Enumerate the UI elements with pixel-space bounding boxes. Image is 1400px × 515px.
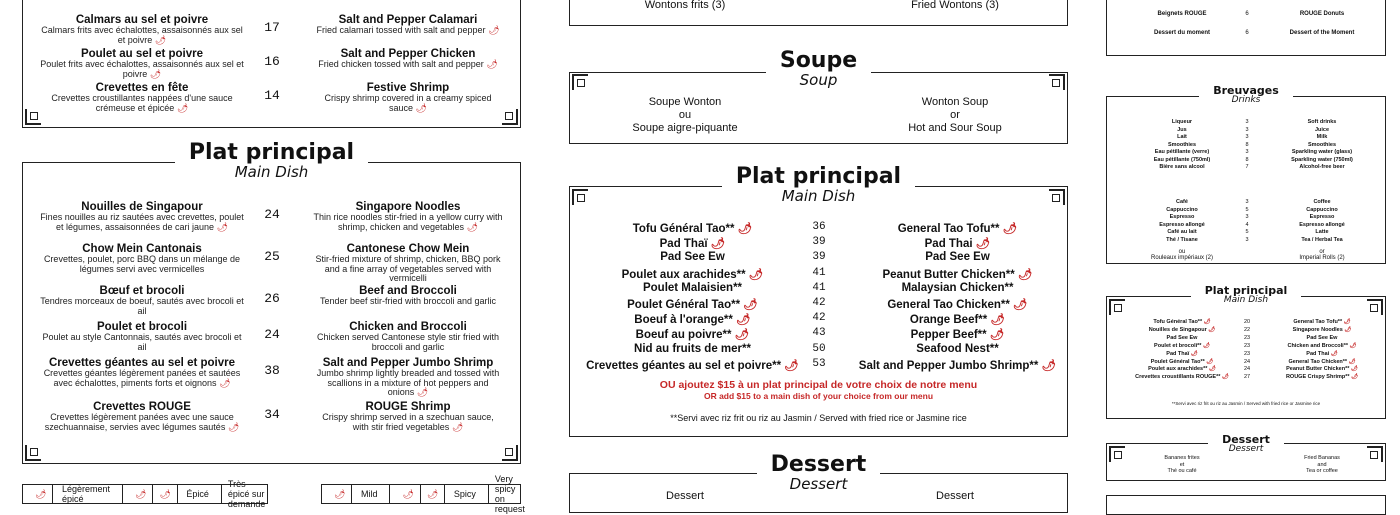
right-main-panel bbox=[1106, 284, 1386, 419]
legend-spicy-en: 🌶 🌶 Spicy bbox=[390, 485, 488, 503]
item-name-en: Festive Shrimp bbox=[366, 82, 450, 94]
item-desc-fr: Crevettes légèrement panées avec une sauce szechuannaise, servies avec légumes sautés 🌶 bbox=[44, 412, 240, 432]
item-price: 42 bbox=[812, 312, 826, 325]
item-desc-fr: Calmars frits avec échalottes, assaisonnés aux sel et poivre 🌶 bbox=[41, 25, 243, 45]
item-name-fr: Chow Mein Cantonais bbox=[82, 243, 202, 255]
item-desc-fr: Poulet au style Cantonnais, sautés avec brocoli et ail bbox=[42, 332, 242, 352]
item-desc-fr: Crevettes, poulet, porc BBQ dans un mélange de légumes servi avec vermicelles bbox=[43, 254, 241, 274]
item-name-en: Salt and Pepper Jumbo Shrimp** bbox=[858, 359, 1039, 372]
item-name-en: ROUGE Donuts bbox=[1299, 11, 1345, 17]
item-name-fr: Bœuf et brocoli bbox=[99, 285, 185, 297]
soup-en-2: or bbox=[950, 109, 960, 122]
item-name-en: Salt and Pepper Jumbo Shrimp bbox=[322, 357, 494, 369]
corner-ornament bbox=[25, 445, 41, 461]
item-name-fr: Crevettes croustillants ROUGE** bbox=[1135, 374, 1221, 381]
item-price: 3 bbox=[1245, 214, 1249, 220]
rice-note: **Servi avec riz frit ou riz au Jasmin / Served with fried rice or Jasmine rice bbox=[670, 413, 967, 423]
item-price: 3 bbox=[1245, 199, 1249, 205]
legend-spicy-fr: 🌶 🌶 Épicé bbox=[123, 485, 222, 503]
item-name-en: General Tao Tofu** bbox=[897, 223, 1000, 235]
item-name-fr: Crevettes ROUGE bbox=[93, 401, 191, 413]
item-name-fr: Nid au fruits de mer** bbox=[634, 342, 751, 355]
item-price: 27 bbox=[1243, 374, 1251, 381]
top-item-fr: Wontons frits (3) bbox=[644, 0, 726, 11]
item-price: 14 bbox=[264, 88, 280, 103]
upsell-fr: OU ajoutez $15 à un plat principal de votre choix de notre menu bbox=[659, 379, 978, 391]
item-name-en: Sparkling water (750ml) bbox=[1291, 156, 1353, 163]
item-price: 16 bbox=[264, 54, 280, 69]
pepper-icon: 🌶 bbox=[416, 386, 429, 397]
item-price: 5 bbox=[1245, 206, 1249, 213]
item-price: 39 bbox=[812, 236, 826, 249]
between-or-fr: ou bbox=[1178, 249, 1186, 255]
left-main-panel bbox=[22, 140, 521, 464]
soup-subtitle: Soup bbox=[799, 71, 838, 89]
item-name-en: Tea / Herbal Tea bbox=[1301, 236, 1343, 243]
pepper-icon: 🌶 bbox=[975, 238, 991, 251]
item-name-en: Pad Thai bbox=[1306, 350, 1330, 357]
item-price: 50 bbox=[812, 342, 826, 355]
pepper-icon: 🌶 bbox=[1350, 366, 1358, 373]
item-price: 8 bbox=[1245, 156, 1249, 163]
item-desc-en: Fried chicken tossed with salt and pepper 🌶 bbox=[318, 59, 498, 70]
item-name-fr: Lait bbox=[1177, 134, 1187, 140]
item-name-en: Soft drinks bbox=[1307, 119, 1337, 125]
item-name-fr: Poulet et brocoli bbox=[96, 321, 188, 333]
item-name-en: Pepper Beef** bbox=[910, 329, 987, 342]
item-price: 8 bbox=[1245, 141, 1249, 148]
item-name-fr: Pad Thaï bbox=[1166, 350, 1190, 357]
item-desc-fr: Fines nouilles au riz sautées avec crevettes, poulet et légumes, assaisonnées de cari jaune 🌶 bbox=[40, 212, 244, 232]
right-rice-note: **Servi avec riz frit ou riz au Jasmin / Served with fried rice or Jasmine rice bbox=[1171, 401, 1321, 406]
item-name-fr: Poulet Malaisien** bbox=[642, 281, 743, 294]
left-main-title: Plat principal bbox=[188, 140, 355, 165]
pepper-icon: 🌶 bbox=[488, 25, 500, 36]
middle-dessert-panel bbox=[569, 452, 1068, 513]
item-name-fr: Liqueur bbox=[1171, 119, 1193, 125]
item-desc-en: Stir-fried mixture of shrimp, chicken, BBQ pork and a fine array of vegetables served with vermicelli bbox=[315, 254, 501, 283]
soup-en-1: Wonton Soup bbox=[921, 96, 989, 108]
item-price: 38 bbox=[264, 363, 280, 378]
item-price: 24 bbox=[1243, 366, 1251, 373]
item-name-fr: Boeuf à l'orange** bbox=[634, 314, 733, 327]
between-fr: Rouleaux impériaux (2) bbox=[1150, 255, 1214, 261]
item-desc-en: Chicken served Cantonese style stir fried with broccoli and garlic bbox=[316, 332, 500, 352]
item-price: 23 bbox=[1243, 342, 1251, 349]
pepper-icon: 🌶 bbox=[990, 314, 1006, 327]
pepper-icon: 🌶 bbox=[743, 299, 758, 311]
pepper-icon: 🌶 bbox=[149, 68, 162, 79]
item-name-en: Singapore Noodles bbox=[355, 201, 461, 213]
pepper-icon: 🌶 bbox=[1202, 342, 1210, 349]
item-name-fr: Smoothies bbox=[1167, 141, 1197, 148]
middle-dessert-title: Dessert bbox=[770, 452, 867, 477]
item-price: 26 bbox=[264, 291, 280, 306]
pepper-icon: 🌶 bbox=[710, 238, 726, 251]
item-desc-fr: Tendres morceaux de boeuf, sautés avec brocoli et ail bbox=[40, 296, 244, 316]
item-name-fr: Jus bbox=[1177, 126, 1187, 133]
soup-en-3: Hot and Sour Soup bbox=[908, 122, 1002, 135]
item-name-fr: Poulet aux arachides** bbox=[621, 268, 746, 281]
pepper-icon: 🌶 bbox=[1190, 350, 1198, 357]
item-price: 42 bbox=[812, 297, 826, 309]
item-name-en: ROUGE Crispy Shrimp** bbox=[1285, 374, 1350, 381]
between-or-en: or bbox=[1319, 249, 1325, 255]
pepper-icon: 🌶 bbox=[154, 34, 167, 45]
item-name-en: Salt and Pepper Chicken bbox=[340, 48, 476, 60]
right-dessert-fr-2: et bbox=[1179, 461, 1185, 468]
corner-ornament bbox=[502, 109, 518, 125]
pepper-icon: 🌶 bbox=[989, 329, 1005, 342]
item-name-en: Peanut Butter Chicken** bbox=[1286, 366, 1350, 373]
item-price: 23 bbox=[1243, 350, 1251, 357]
soup-title: Soupe bbox=[779, 48, 858, 73]
item-price: 41 bbox=[812, 281, 826, 294]
item-name-en: Alcohol-free beer bbox=[1299, 164, 1345, 170]
drinks-title: Breuvages bbox=[1213, 84, 1279, 97]
item-name-en: Latte bbox=[1315, 229, 1329, 235]
item-price: 24 bbox=[264, 327, 280, 342]
middle-dessert-en: Dessert bbox=[936, 490, 974, 502]
drinks-subtitle: Drinks bbox=[1231, 95, 1261, 105]
soup-panel bbox=[569, 48, 1068, 144]
right-dessert-subtitle: Dessert bbox=[1228, 444, 1264, 454]
item-price: 7 bbox=[1245, 164, 1249, 170]
right-dessert-en-3: Tea or coffee bbox=[1306, 468, 1338, 475]
legend-mild-en: 🌶 Mild bbox=[322, 485, 390, 503]
item-price: 24 bbox=[1243, 358, 1251, 365]
item-price: 36 bbox=[812, 221, 826, 233]
item-name-en: Pad Thai bbox=[924, 238, 973, 251]
item-name-fr: Café au lait bbox=[1167, 229, 1197, 235]
soup-fr-1: Soupe Wonton bbox=[648, 96, 722, 108]
item-desc-en: Fried calamari tossed with salt and pepper 🌶 bbox=[316, 25, 500, 36]
item-name-fr: Cappuccino bbox=[1166, 206, 1198, 213]
item-name-fr: Dessert du moment bbox=[1153, 30, 1210, 36]
pepper-icon: 🌶 bbox=[737, 223, 753, 235]
legend-mild-fr: 🌶 Légèrement épicé bbox=[23, 485, 123, 503]
item-price: 5 bbox=[1245, 229, 1249, 235]
pepper-icon: 🌶 bbox=[1351, 374, 1359, 381]
item-price: 3 bbox=[1245, 236, 1249, 243]
item-price: 24 bbox=[264, 207, 280, 222]
item-name-en: Sparkling water (glass) bbox=[1291, 149, 1353, 155]
item-price: 25 bbox=[264, 249, 280, 264]
right-dessert-en-1: Fried Bananas bbox=[1304, 455, 1340, 461]
item-name-en: Salt and Pepper Calamari bbox=[338, 14, 478, 26]
item-name-en: Espresso bbox=[1309, 214, 1335, 220]
pepper-icon: 🌶 bbox=[466, 221, 479, 232]
item-price: 34 bbox=[264, 407, 280, 422]
item-price: 6 bbox=[1245, 30, 1249, 36]
item-name-en: General Tao Chicken** bbox=[887, 299, 1010, 311]
item-name-fr: Eau pétillante (verre) bbox=[1154, 149, 1210, 155]
item-price: 3 bbox=[1245, 119, 1249, 125]
item-name-en: General Tao Chicken** bbox=[1288, 358, 1348, 365]
item-name-fr: Boeuf au poivre** bbox=[635, 329, 732, 342]
upsell-en: OR add $15 to a main dish of your choice from our menu bbox=[703, 391, 934, 401]
item-price: 41 bbox=[812, 266, 826, 279]
item-price: 39 bbox=[812, 251, 826, 264]
right-dessert-panel bbox=[1106, 433, 1386, 481]
pepper-icon: 🌶 bbox=[748, 268, 764, 281]
item-name-en: Espresso allongé bbox=[1299, 221, 1345, 228]
item-name-fr: Poulet Général Tao** bbox=[627, 299, 741, 311]
right-dessert-fr-1: Bananes frites bbox=[1164, 455, 1200, 461]
item-name-en: Cappuccino bbox=[1306, 206, 1338, 213]
item-desc-en: Crispy shrimp covered in a creamy spiced sauce 🌶 bbox=[324, 93, 492, 113]
right-main-subtitle: Main Dish bbox=[1223, 295, 1269, 305]
legend-very-spicy-fr: Très épicé sur demande bbox=[227, 479, 266, 509]
item-name-fr: Tofu Général Tao** bbox=[632, 223, 735, 235]
item-price: 4 bbox=[1245, 221, 1249, 228]
item-name-fr: Poulet au sel et poivre bbox=[80, 48, 204, 60]
pepper-icon: 🌶 bbox=[1343, 319, 1351, 325]
item-name-fr: Espresso allongé bbox=[1159, 221, 1205, 228]
item-name-fr: Poulet Général Tao** bbox=[1150, 358, 1205, 365]
pepper-icon: 🌶 bbox=[216, 221, 229, 232]
right-dessert-title: Dessert bbox=[1222, 433, 1270, 446]
item-price: 53 bbox=[812, 357, 826, 370]
item-name-fr: Pad See Ew bbox=[1166, 334, 1198, 341]
pepper-icon: 🌶 bbox=[1344, 326, 1352, 333]
item-desc-en: Thin rice noodles stir-fried in a yellow curry with shrimp, chicken and vegetables 🌶 bbox=[313, 212, 503, 232]
item-name-en: Cantonese Chow Mein bbox=[346, 243, 470, 255]
item-name-fr: Nouilles de Singapour bbox=[81, 201, 203, 213]
between-en: Imperial Rolls (2) bbox=[1299, 255, 1345, 261]
item-name-en: Dessert of the Moment bbox=[1289, 30, 1355, 36]
item-price: 20 bbox=[1243, 319, 1251, 325]
item-name-en: Milk bbox=[1316, 134, 1328, 140]
pepper-icon: 🌶 bbox=[1206, 358, 1214, 365]
pepper-icon: 🌶 bbox=[1013, 299, 1028, 311]
pepper-icon: 🌶 bbox=[486, 59, 498, 70]
item-price: 17 bbox=[264, 20, 280, 35]
item-price: 22 bbox=[1243, 326, 1251, 333]
pepper-icon: 🌶 bbox=[784, 359, 799, 372]
item-name-en: Pad See Ew bbox=[1306, 334, 1338, 341]
item-desc-fr: Poulet frits avec échalottes, assaisonnés aux sel et poivre 🌶 bbox=[40, 59, 244, 79]
item-price: 43 bbox=[812, 327, 826, 340]
soup-fr-3: Soupe aigre-piquante bbox=[632, 122, 738, 135]
item-name-en: ROUGE Shrimp bbox=[365, 401, 451, 413]
middle-main-subtitle: Main Dish bbox=[781, 187, 856, 205]
pepper-icon: 🌶 bbox=[1348, 358, 1356, 365]
pepper-icon: 🌶 bbox=[1208, 326, 1216, 333]
pepper-icon: 🌶 bbox=[1221, 374, 1229, 381]
item-name-fr: Tofu Général Tao** bbox=[1153, 319, 1203, 325]
item-name-fr: Thé / Tisane bbox=[1166, 236, 1198, 243]
item-name-fr: Beignets ROUGE bbox=[1157, 11, 1207, 17]
item-name-fr: Poulet aux arachides** bbox=[1148, 366, 1208, 373]
spice-legend-fr bbox=[22, 479, 268, 509]
item-name-en: Beef and Broccoli bbox=[359, 285, 457, 297]
item-name-fr: Espresso bbox=[1169, 214, 1195, 220]
item-price: 23 bbox=[1243, 334, 1251, 341]
pepper-icon: 🌶 bbox=[1349, 342, 1357, 349]
spice-legend-en bbox=[321, 474, 525, 514]
item-name-fr: Bière sans alcool bbox=[1159, 164, 1205, 170]
pepper-icon: 🌶 bbox=[219, 377, 231, 388]
pepper-icon: 🌶 bbox=[227, 421, 240, 432]
top-item-en: Fried Wontons (3) bbox=[911, 0, 999, 11]
middle-dessert-subtitle: Dessert bbox=[789, 475, 848, 493]
item-price: 6 bbox=[1245, 11, 1249, 17]
item-name-fr: Café bbox=[1176, 199, 1188, 205]
drinks-panel bbox=[1106, 84, 1386, 264]
pepper-icon: 🌶 bbox=[734, 329, 750, 342]
middle-main-title: Plat principal bbox=[735, 164, 902, 189]
item-desc-fr: Crevettes géantes légèrement panées et sautées avec échalottes, piments forts et oignons 🌶 bbox=[43, 368, 241, 388]
item-name-fr: Crevettes géantes au sel et poivre bbox=[49, 357, 235, 369]
pepper-icon: 🌶 bbox=[1041, 359, 1057, 372]
right-dessert-en-2: and bbox=[1317, 461, 1327, 468]
item-name-en: Chicken and Broccoli** bbox=[1287, 342, 1348, 349]
item-name-en: Smoothies bbox=[1307, 141, 1337, 148]
item-name-fr: Crevettes géantes au sel et poivre** bbox=[586, 359, 782, 372]
item-name-fr: Crevettes en fête bbox=[95, 82, 189, 94]
item-name-en: Orange Beef** bbox=[909, 314, 988, 327]
pepper-icon: 🌶 bbox=[1330, 350, 1338, 357]
pepper-icon: 🌶 bbox=[1017, 268, 1033, 281]
right-top-panel bbox=[1106, 0, 1386, 56]
soup-fr-2: ou bbox=[678, 109, 692, 122]
pepper-icon: 🌶 bbox=[1002, 223, 1018, 235]
item-desc-en: Jumbo shrimp lightly breaded and tossed with scallions in a mixture of hot peppers and onions 🌶 bbox=[316, 368, 500, 397]
item-price: 3 bbox=[1245, 134, 1249, 140]
item-desc-en: Crispy shrimp served in a szechuan sauce, with stir fried vegetables 🌶 bbox=[322, 412, 494, 432]
item-name-en: Chicken and Broccoli bbox=[349, 321, 467, 333]
pepper-icon: 🌶 bbox=[415, 102, 427, 113]
right-bottom-panel bbox=[1106, 495, 1386, 515]
pepper-icon: 🌶 bbox=[736, 314, 751, 327]
item-price: 3 bbox=[1245, 126, 1249, 133]
item-name-en: General Tao Tofu** bbox=[1293, 319, 1343, 325]
item-desc-fr: Crevettes croustillantes nappées d'une sauce crémeuse et épicée 🌶 bbox=[51, 93, 233, 113]
legend-very-spicy-en: Very spicy on request bbox=[494, 474, 525, 514]
item-name-fr: Poulet et brocoli** bbox=[1154, 342, 1202, 349]
middle-main-panel bbox=[569, 164, 1068, 437]
right-dessert-fr-3: Thé ou café bbox=[1167, 468, 1197, 475]
pepper-icon: 🌶 bbox=[1203, 319, 1211, 325]
right-main-title: Plat principal bbox=[1204, 284, 1288, 297]
item-name-en: Coffee bbox=[1313, 199, 1331, 205]
left-main-subtitle: Main Dish bbox=[234, 163, 309, 181]
item-name-fr: Eau pétillante (750ml) bbox=[1153, 156, 1211, 163]
item-name-fr: Pad Thaï bbox=[659, 238, 708, 251]
pepper-icon: 🌶 bbox=[451, 421, 464, 432]
middle-dessert-fr: Dessert bbox=[666, 490, 704, 502]
item-name-en: Malaysian Chicken** bbox=[901, 281, 1014, 294]
pepper-icon: 🌶 bbox=[1208, 366, 1216, 373]
item-name-fr: Nouilles de Singapour bbox=[1148, 326, 1207, 333]
item-desc-en: Tender beef stir-fried with broccoli and garlic bbox=[319, 296, 497, 307]
item-name-en: Juice bbox=[1314, 126, 1330, 133]
item-name-en: Pad See Ew bbox=[925, 251, 990, 264]
corner-ornament bbox=[502, 445, 518, 461]
item-price: 3 bbox=[1245, 149, 1249, 155]
item-name-en: Seafood Nest** bbox=[916, 342, 999, 355]
item-name-en: Peanut Butter Chicken** bbox=[882, 268, 1015, 281]
middle-top-panel bbox=[569, 0, 1068, 26]
appetizer-panel bbox=[22, 0, 521, 128]
item-name-en: Singapore Noodles bbox=[1292, 326, 1343, 333]
pepper-icon: 🌶 bbox=[176, 102, 189, 113]
item-name-fr: Calmars au sel et poivre bbox=[75, 14, 209, 26]
item-name-fr: Pad See Ew bbox=[660, 251, 725, 264]
